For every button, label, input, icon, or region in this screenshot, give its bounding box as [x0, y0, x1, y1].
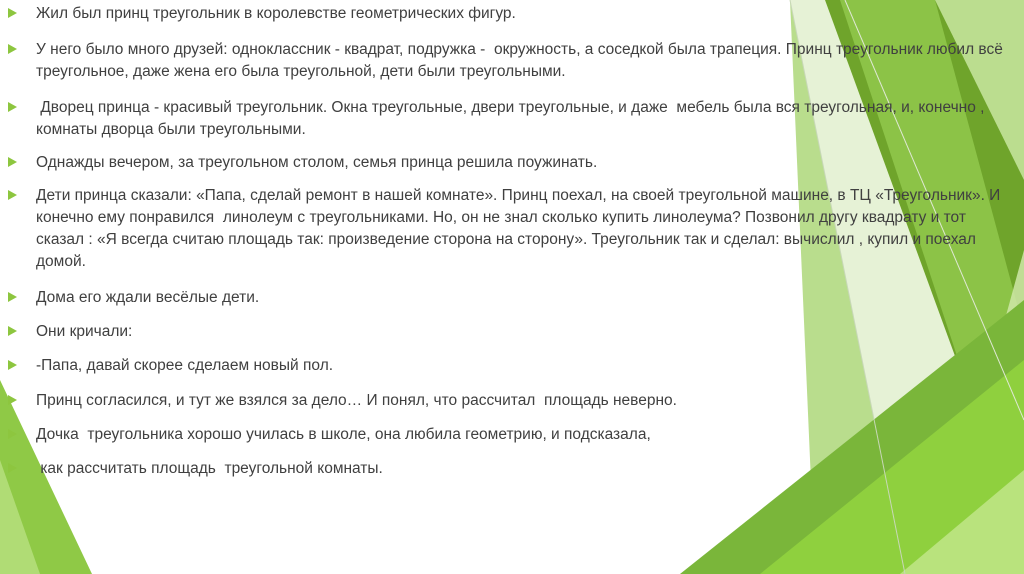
triangle-bullet-icon — [8, 360, 17, 370]
bullet-item — [8, 3, 1008, 25]
bullet-text: Они кричали: — [36, 323, 133, 340]
bullet-text: -Папа, давай скорее сделаем новый пол. — [36, 357, 334, 374]
bullet-item — [8, 424, 1008, 446]
bullet-text: как рассчитать площадь треугольной комнаты. — [36, 460, 383, 477]
bullet-item — [8, 185, 1008, 273]
triangle-bullet-icon — [8, 8, 17, 18]
bullet-item — [8, 152, 1008, 174]
bullet-item — [8, 39, 1008, 83]
bullet-text: Жил был принц треугольник в королевстве геометрических фигур. — [36, 5, 516, 22]
bullet-text: Дворец принца - красивый треугольник. Окна треугольные, двери треугольные, и даже мебель была вся треугольная, и, конечно , комнаты дворца были треугольными. — [36, 99, 989, 138]
bullet-item — [8, 97, 1008, 141]
bullet-text: Принц согласился, и тут же взялся за дело… И понял, что рассчитал площадь неверно. — [36, 392, 677, 409]
triangle-bullet-icon — [8, 429, 17, 439]
bullet-text: Дочка треугольника хорошо училась в школе, она любила геометрию, и подсказала, — [36, 426, 651, 443]
triangle-bullet-icon — [8, 102, 17, 112]
bullet-item — [8, 458, 1008, 480]
triangle-bullet-icon — [8, 44, 17, 54]
bullet-text: Однажды вечером, за треугольном столом, семья принца решила поужинать. — [36, 154, 598, 171]
triangle-bullet-icon — [8, 190, 17, 200]
bullet-text: У него было много друзей: одноклассник - квадрат, подружка - окружность, а соседкой была трапеция. Принц треугольник любил всё треугольное, даже жена его была треугольной, дети были треугольными. — [36, 41, 1008, 80]
triangle-bullet-icon — [8, 463, 17, 473]
bullet-text: Дома его ждали весёлые дети. — [36, 289, 260, 306]
triangle-bullet-icon — [8, 292, 17, 302]
triangle-bullet-icon — [8, 395, 17, 405]
bullet-item — [8, 390, 1008, 412]
triangle-bullet-icon — [8, 326, 17, 336]
bullet-text: Дети принца сказали: «Папа, сделай ремонт в нашей комнате». Принц поехал, на своей треугольной машине, в ТЦ «Треугольник». И конечно ему понравился линолеум с треугольниками. Но, он не знал сколько купить линолеума? Позвонил другу квадрату и тот сказал : «Я всегда считаю площадь так: произведение сторона на сторону». Треугольник так и сделал: вычислил , купил и поехал домой. — [36, 187, 1005, 270]
bullet-item — [8, 287, 1008, 309]
bullet-item — [8, 321, 1008, 343]
triangle-bullet-icon — [8, 157, 17, 167]
bullet-item — [8, 355, 1008, 377]
